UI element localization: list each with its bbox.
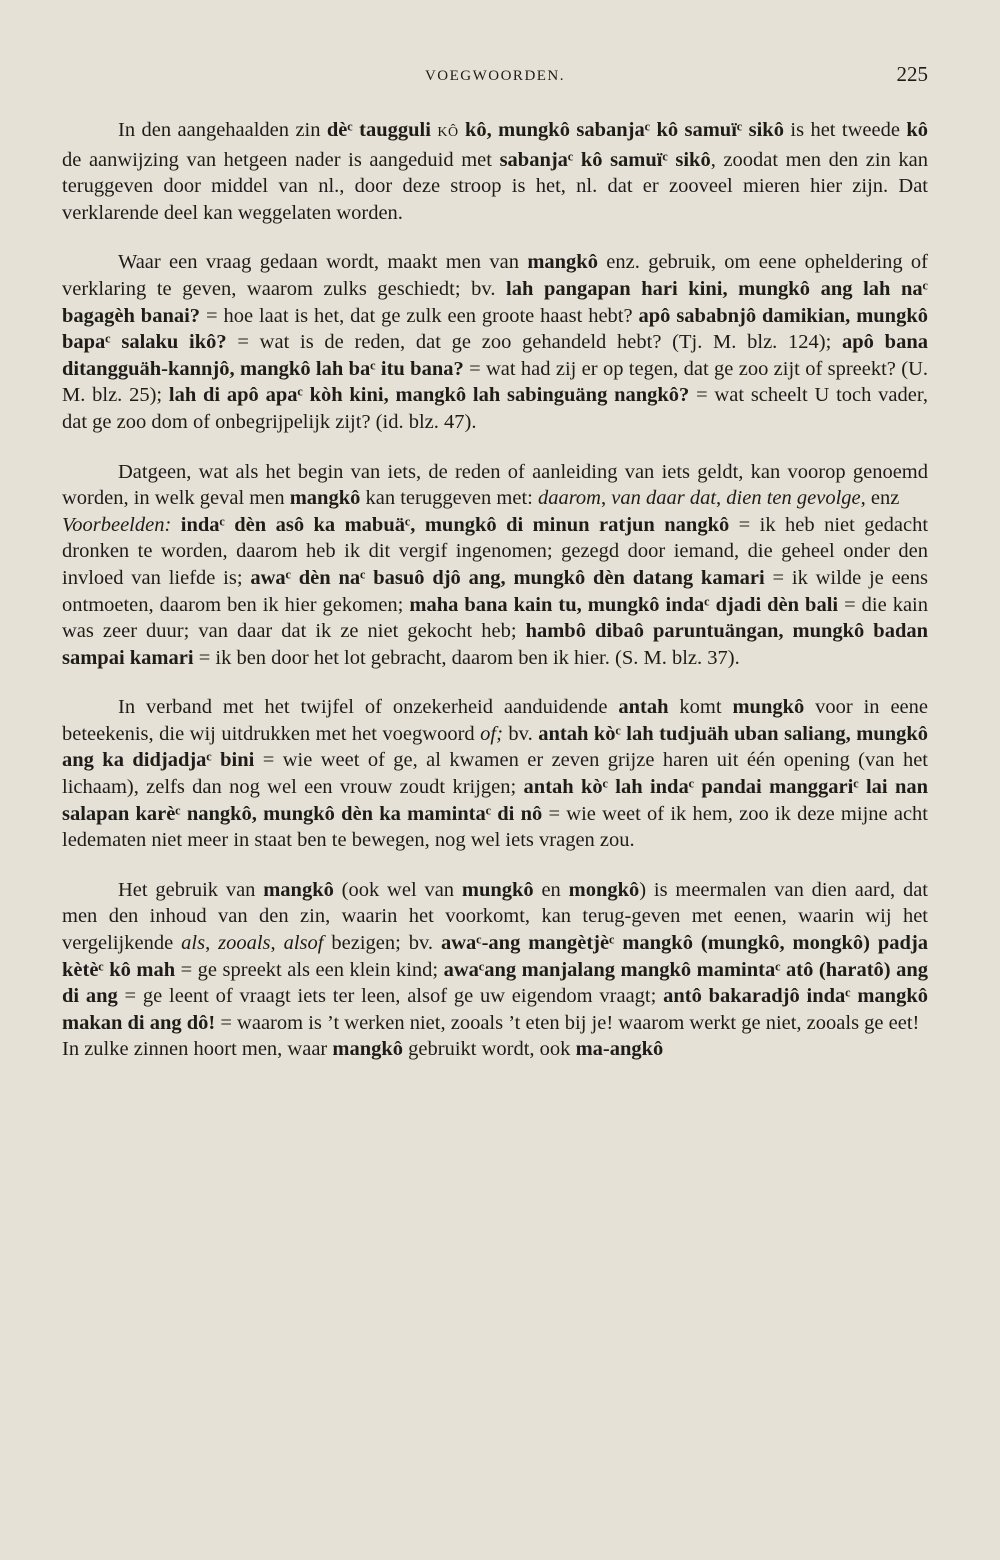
text-run: = ge spreekt als een klein kind; <box>175 958 444 981</box>
bold-term: dèᶜ taugguli <box>326 119 431 141</box>
text-run: en <box>533 878 569 901</box>
bold-term: sabanjaᶜ kô samuïᶜ sikô <box>499 148 711 171</box>
paragraph <box>62 249 928 435</box>
bold-term: kô <box>906 119 929 141</box>
text-run: In verband met het twijfel of onzekerheid aanduidende <box>118 696 619 719</box>
bold-term: kô, mungkô sabanjaᶜ kô samuïᶜ sikô <box>464 119 784 141</box>
italic-term: alsof <box>283 932 324 955</box>
bold-term: awaᶜ-ang mangètjèᶜ mangkô (mungkô, mongkô) padja kètèᶜ kô mah <box>62 932 929 981</box>
text-run: Het gebruik van <box>118 878 264 901</box>
text-run: gebruikt wordt, ook <box>403 1038 576 1061</box>
bold-term: indaᶜ dèn asô ka mabuäᶜ, mungkô di minun ratjun nangkô <box>180 513 730 536</box>
text-run: = ge leent of vraagt iets ter leen, alsof ge uw eigendom vraagt; <box>117 985 664 1008</box>
text-run: = wat is de reden, dat ge zoo gehandeld hebt? (Tj. M. blz. 124); <box>226 331 843 354</box>
bold-term: awaᶜang manjalang mangkô mamintaᶜ atô (haratô) ang di ang <box>62 958 928 1008</box>
text-run: = ik wilde je eens ontmoeten, daarom ben ik hier gekomen; <box>62 566 928 616</box>
bold-term: mungkô <box>461 878 534 901</box>
smallcaps-term: KÔ <box>437 125 459 140</box>
paragraph <box>62 694 928 854</box>
bold-term: antô bakaradjô indaᶜ mangkô makan di ang dô! <box>62 985 928 1034</box>
text-run: , zoodat men den zin kan teruggeven door middel van nl., door deze stroop is het, nl. dat er zooveel mieren hier zijn. Dat verklarende deel kan weggelaten worden. <box>62 148 928 224</box>
bold-term: mangkô <box>332 1038 404 1061</box>
text-run: = die kain was zeer duur; van daar dat ik ze niet gekocht heb; <box>62 593 929 643</box>
bold-term: mangkô <box>289 487 361 510</box>
bold-term: ma-angkô <box>575 1038 664 1061</box>
italic-term: dien ten gevolge <box>726 487 861 510</box>
italic-term: van daar dat <box>611 487 717 510</box>
text-run: komt <box>668 696 733 719</box>
italic-term: of; <box>480 722 503 745</box>
text-run: is het tweede <box>783 119 907 141</box>
bold-term: mungkô <box>732 696 805 719</box>
text-run: = hoe laat is het, dat ge zulk een groote haast hebt? <box>200 304 639 327</box>
text-run: = wie weet of ik hem, zoo ik deze mijne acht ledematen niet meer in staat ben te bewegen, nog wel iets vragen zou. <box>62 802 928 852</box>
paragraph <box>62 459 928 672</box>
text-run: bezigen; bv. <box>323 932 441 955</box>
text-run: Waar een vraag gedaan wordt, maakt men van <box>118 251 528 274</box>
text-run: kan teruggeven met: <box>360 487 538 510</box>
text-run: = wat scheelt U toch vader, dat ge zoo dom of onbegrijpelijk zijt? (id. blz. 47). <box>62 384 928 433</box>
text-run: , <box>205 932 219 955</box>
text-run: In zulke zinnen hoort men, waar <box>62 1038 333 1061</box>
bold-term: maha bana kain tu, mungkô indaᶜ djadi dèn bali <box>409 593 839 616</box>
text-run: , <box>716 487 727 510</box>
text-run: bv. <box>502 722 539 745</box>
bold-term: apô bana ditangguäh-kannjô, mangkô lah baᶜ itu bana? <box>62 331 928 380</box>
text-run: = wat had zij er op tegen, dat ge zoo zijt of spreekt? (U. M. blz. 25); <box>62 357 929 407</box>
text-run: = wie weet of ge, al kwamen er zeven grijze haren uit één opening (van het lichaam), zelfs dan nog wel een vrouw zoudt krijgen; <box>62 749 928 799</box>
text-run: Datgeen, wat als het begin van iets, de reden of aanleiding van iets geldt, kan voorop genoemd worden, in welk geval men <box>62 460 928 510</box>
page-number: 225 <box>896 62 928 86</box>
bold-term: mongkô <box>568 878 640 901</box>
bold-term: awaᶜ dèn naᶜ basuô djô ang, mungkô dèn datang kamari <box>250 566 765 589</box>
bold-term: apô sababnjô damikian, mungkô bapaᶜ salaku ikô? <box>62 304 928 354</box>
bold-term: antah kòᶜ lah tudjuäh uban saliang, mungkô ang ka didjadjaᶜ bini <box>62 722 928 772</box>
bold-term: mangkô <box>263 878 334 901</box>
text-run: , <box>270 932 284 955</box>
italic-term: als <box>181 932 206 955</box>
bold-term: antah kòᶜ lah indaᶜ pandai manggariᶜ lai nan salapan karèᶜ nangkô, mungkô dèn ka mamintaᶜ di nô <box>62 776 929 825</box>
text-run: = ik heb niet gedacht dronken te worden, daarom heb ik dit vergif ingenomen; gezegd door iemand, die geheel onder den invloed van liefde is; <box>62 513 929 589</box>
page-header <box>62 62 928 96</box>
bold-term: mangkô <box>527 251 598 274</box>
text-run: , enz <box>860 487 900 510</box>
text-run <box>171 514 180 536</box>
bold-term: lah di apô apaᶜ kòh kini, mangkô lah sabinguäng nangkô? <box>168 384 690 407</box>
text-run: In den aangehaalden zin <box>118 119 327 141</box>
italic-term: Voorbeelden: <box>62 513 172 536</box>
bold-term: lah pangapan hari kini, mungkô ang lah naᶜ bagagèh banai? <box>62 277 928 327</box>
bold-term: hambô dibaô paruntuängan, mungkô badan sampai kamari <box>62 620 929 669</box>
running-head: VOEGWOORDEN. <box>424 68 566 84</box>
paragraph <box>62 117 928 226</box>
text-run: voor in eene beteekenis, die wij uitdrukken met het voegwoord <box>62 696 928 745</box>
italic-term: zooals <box>218 932 271 955</box>
paragraph <box>62 877 928 1063</box>
text-run: = ik ben door het lot gebracht, daarom ben ik hier. (S. M. blz. 37). <box>193 646 740 669</box>
bold-term: antah <box>618 696 669 719</box>
italic-term: daarom <box>537 487 601 510</box>
text-run: ) is meermalen van dien aard, dat men den inhoud van den zin, waarin het voorkomt, kan terug-geven met eenen, waarin wij het vergelijkende <box>62 878 928 955</box>
text-run: = waarom is ’t werken niet, zooals ’t eten bij je! waarom werkt ge niet, zooals ge eet! <box>215 1011 920 1034</box>
text-run: enz. gebruik, om eene opheldering of verklaring te geven, waarom zulks geschiedt; bv. <box>62 251 928 300</box>
text-run: de aanwijzing van hetgeen nader is aangeduid met <box>62 148 500 171</box>
body-text <box>62 117 928 1063</box>
text-run: (ook wel van <box>333 878 462 901</box>
text-run: , <box>601 487 612 510</box>
